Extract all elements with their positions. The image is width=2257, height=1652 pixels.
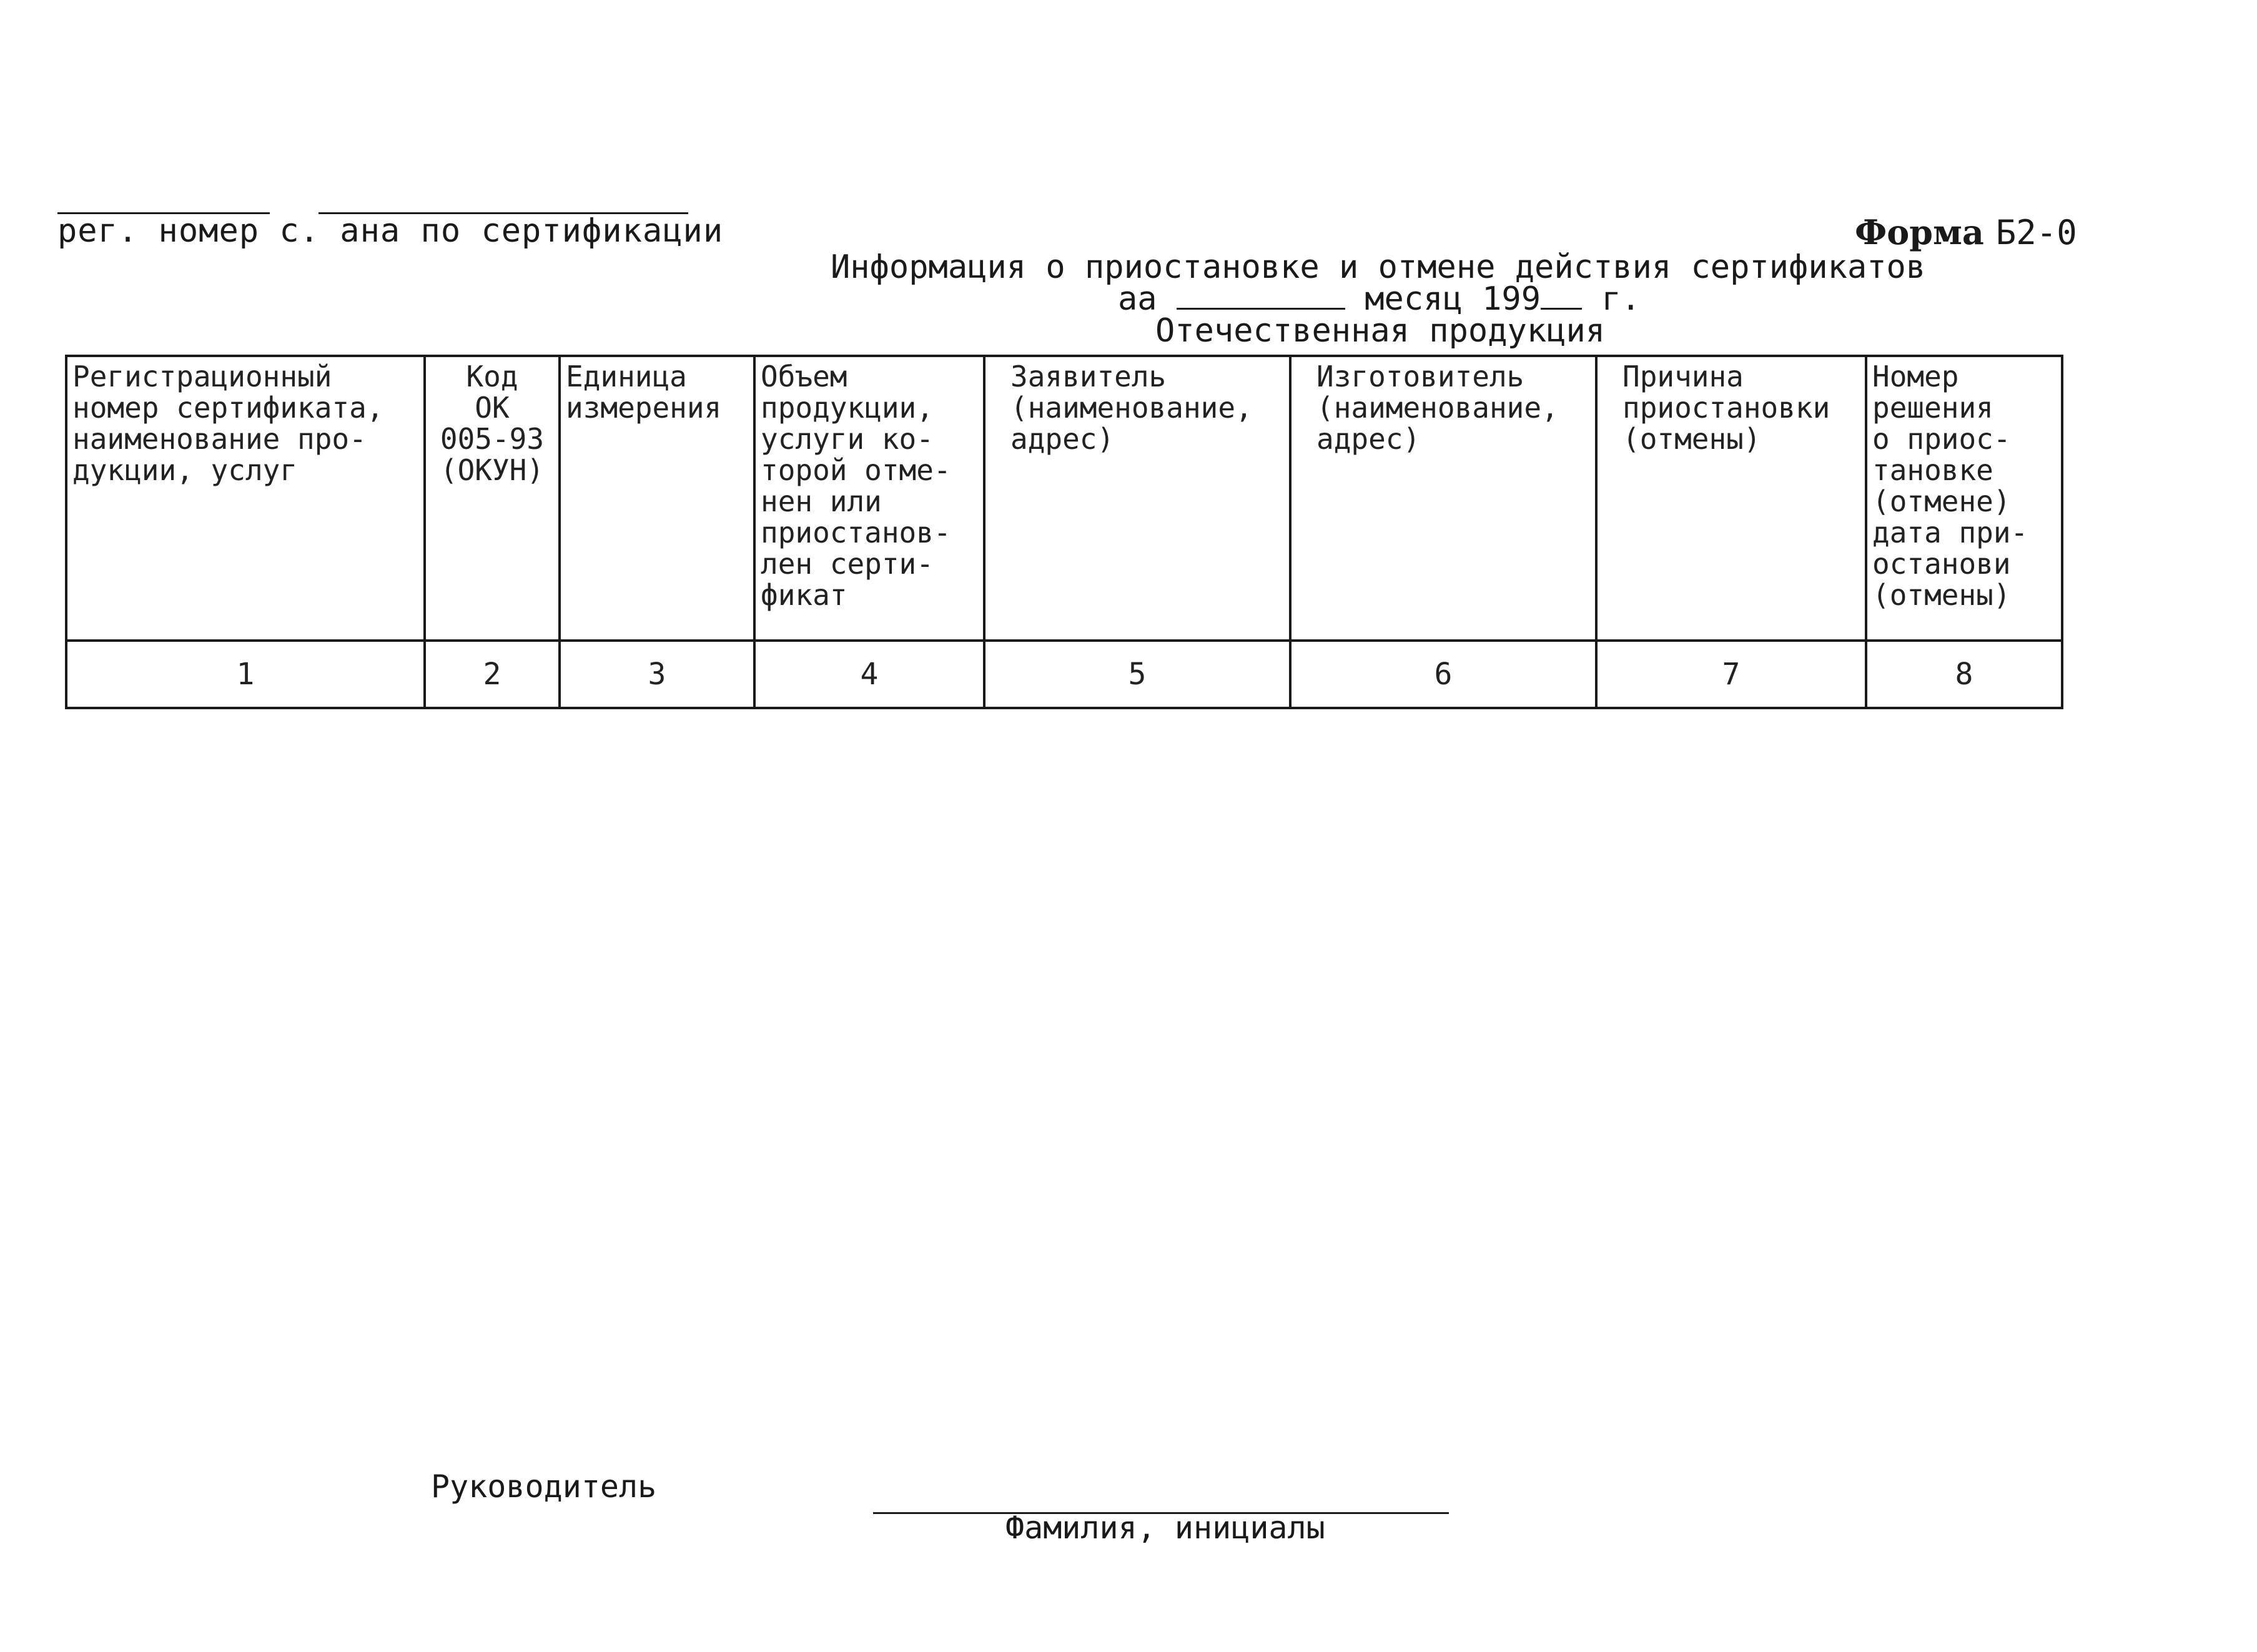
form-number [1855, 212, 2077, 252]
col-number-5: 5 [984, 641, 1290, 708]
period-year-suffix: г. [1601, 280, 1641, 318]
col-header-unit: Единица измерения [560, 356, 754, 641]
table-header-row [66, 356, 2062, 641]
col-number-7: 7 [1596, 641, 1866, 708]
col-number-4: 4 [754, 641, 984, 708]
col-header-volume: Объем продукции, услуги ко- торой отме- нен или приостанов- лен серти- фикат [754, 356, 984, 641]
col-header-reason: Причина приостановки (отмены) [1596, 356, 1866, 641]
col-number-8: 8 [1866, 641, 2062, 708]
col-header-manufacturer: Изготовитель (наименование, адрес) [1290, 356, 1596, 641]
col-header-decision: Номер решения о приос- тановке (отмене) дата при- останови (отмены) [1866, 356, 2062, 641]
period-blank-field [1177, 283, 1345, 310]
document-title: Информация о приостановке и отмене действия сертификатов [831, 248, 1926, 286]
signature-caption: Фамилия, инициалы [1005, 1510, 1325, 1546]
col-header-code: Код ОК 005-93 (ОКУН) [425, 356, 560, 641]
table-number-row [66, 641, 2062, 708]
col-number-3: 3 [560, 641, 754, 708]
reg-number-label: рег. номер с. ана по сертификации [57, 212, 724, 250]
signatory-role: Руководитель [431, 1468, 657, 1505]
year-blank-field [1541, 283, 1582, 310]
col-number-2: 2 [425, 641, 560, 708]
certificates-table [65, 355, 2063, 709]
form-code: Б2-0 [1995, 213, 2077, 252]
period-month-label: месяц 199 [1365, 280, 1541, 318]
period-prefix: аа [1118, 280, 1157, 318]
form-label: Форма [1855, 212, 1984, 252]
document-subtitle: Отечественная продукция [1155, 312, 1606, 350]
col-header-applicant: Заявитель (наименование, адрес) [984, 356, 1290, 641]
col-number-6: 6 [1290, 641, 1596, 708]
col-header-reg-number: Регистрационный номер сертификата, наименование про- дукции, услуг [66, 356, 425, 641]
col-number-1: 1 [66, 641, 425, 708]
